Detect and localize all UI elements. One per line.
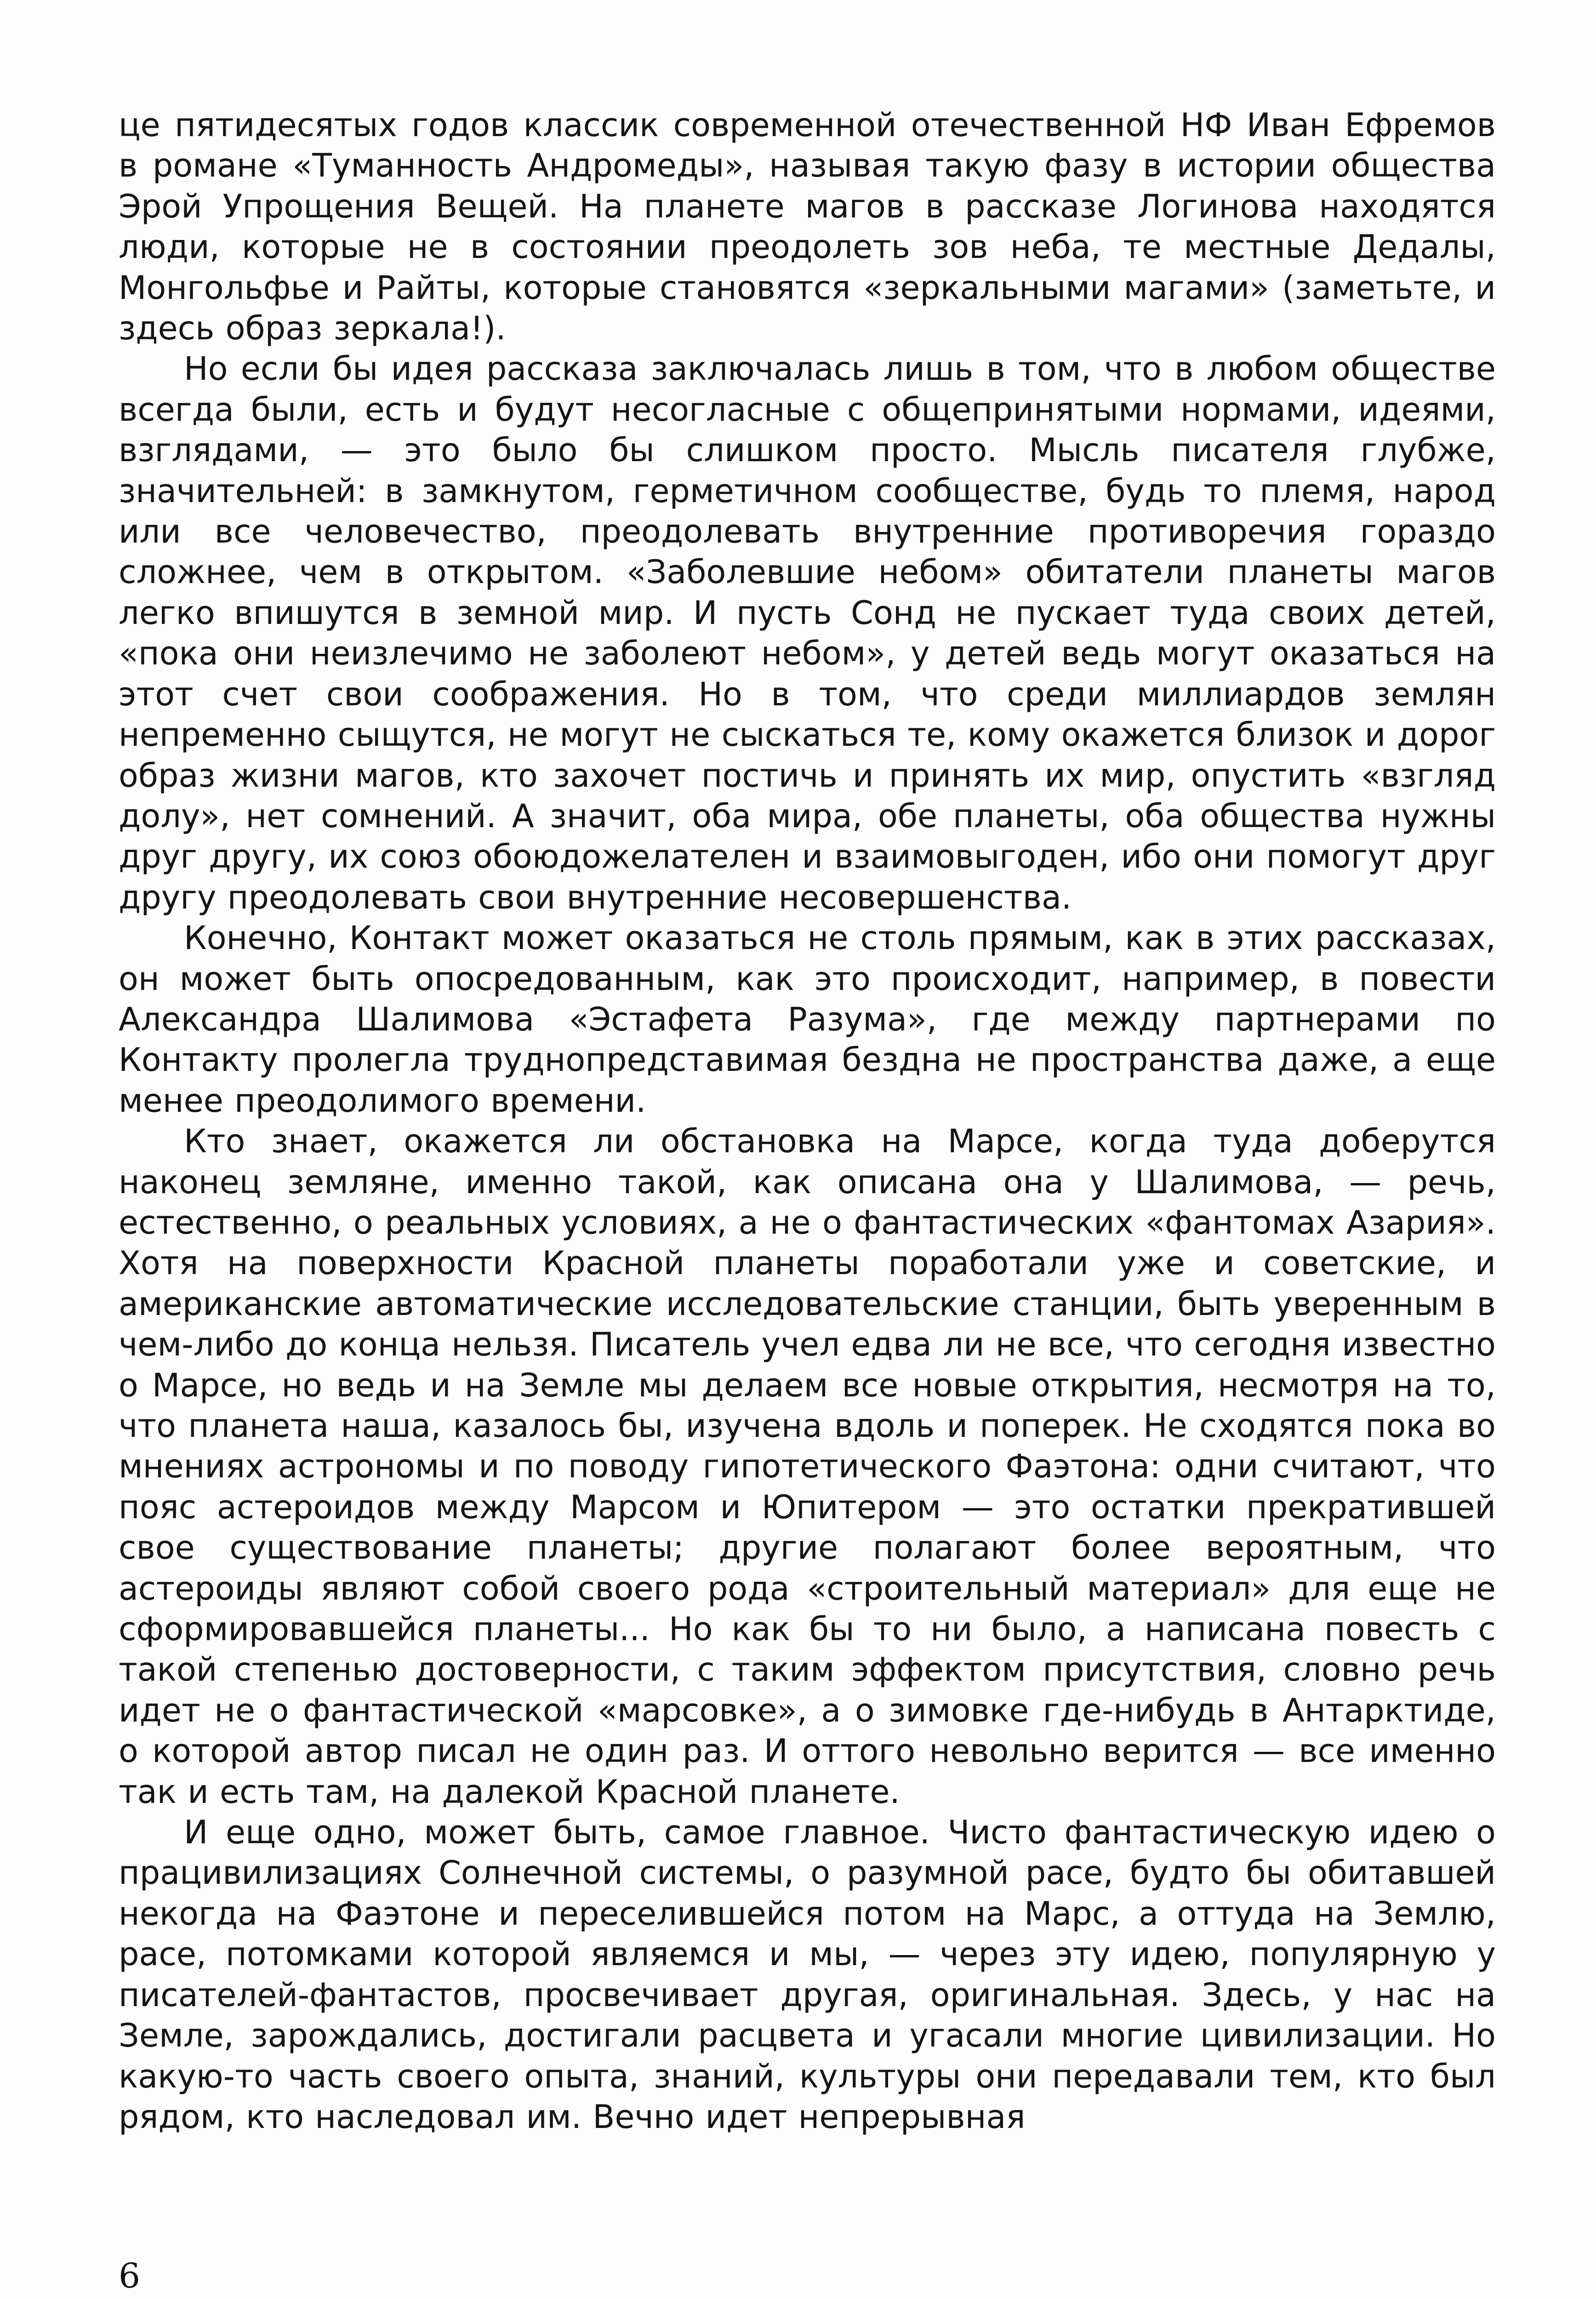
- paragraph: Но если бы идея рассказа заключалась лишь в том, что в любом обществе всегда были, есть и будут несогласные с общепринятыми нормами, идеями, взглядами, — это было бы слишком просто. Мысль писателя глубже, значительней: в замкнутом, герметичном сообществе, будь то племя, народ или все человечество, преодолевать внутренние противоречия гораздо сложнее, чем в открытом. «Заболевшие небом» обитатели планеты магов легко впишутся в земной мир. И пусть Сонд не пускает туда своих детей, «пока они неизлечимо не заболеют небом», у детей ведь могут оказаться на этот счет свои соображения. Но в том, что среди миллиардов землян непременно сыщутся, не могут не сыскаться те, кому окажется близок и дорог образ жизни магов, кто захочет постичь и принять их мир, опустить «взгляд долу», нет сомнений. А значит, оба мира, обе планеты, оба общества нужны друг другу, их союз обоюдожелателен и взаимовыгоден, ибо они помогут друг другу преодолевать свои внутренние несовершенства.: [119, 350, 1496, 916]
- page-number: 6: [119, 2256, 141, 2296]
- paragraph: Конечно, Контакт может оказаться не столь прямым, как в этих рассказах, он может быть опосредованным, как это происходит, например, в повести Александра Шалимова «Эстафета Разума», где между партнерами по Контакту пролегла труднопредставимая бездна не пространства даже, а еще менее преодолимого времени.: [119, 919, 1496, 1120]
- paragraph: Кто знает, окажется ли обстановка на Марсе, когда туда доберутся наконец земляне, именно такой, как описана она у Шалимова, — речь, естественно, о реальных условиях, а не о фантастических «фантомах Азария». Хотя на поверхности Красной планеты поработали уже и советские, и американские автоматические исследовательские станции, быть уверенным в чем-либо до конца нельзя. Писатель учел едва ли не все, что сегодня известно о Марсе, но ведь и на Земле мы делаем все новые открытия, несмотря на то, что планета наша, казалось бы, изучена вдоль и поперек. Не сходятся пока во мнениях астрономы и по поводу гипотетического Фаэтона: одни считают, что пояс астероидов между Марсом и Юпитером — это остатки прекратившей свое существование планеты; другие полагают более вероятным, что астероиды являют собой своего рода «строительный материал» для еще не сформировавшейся планеты... Но как бы то ни было, а написана повесть с такой степенью достоверности, с таким эффектом присутствия, словно речь идет не о фантастической «марсовке», а о зимовке где-нибудь в Антарктиде, о которой автор писал не один раз. И оттого невольно верится — все именно так и есть там, на далекой Красной планете.: [119, 1122, 1496, 1811]
- paragraph: це пятидесятых годов классик современной отечественной НФ Иван Ефремов в романе «Туманность Андромеды», называя такую фазу в истории общества Эрой Упрощения Вещей. На планете магов в рассказе Логинова находятся люди, которые не в состоянии преодолеть зов неба, те местные Дедалы, Монгольфье и Райты, которые становятся «зеркальными магами» (заметьте, и здесь образ зеркала!).: [119, 106, 1496, 348]
- body-text: [119, 105, 1496, 2137]
- paragraph: И еще одно, может быть, самое главное. Чисто фантастическую идею о працивилизациях Солнечной системы, о разумной расе, будто бы обитавшей некогда на Фаэтоне и переселившейся потом на Марс, а оттуда на Землю, расе, потомками которой являемся и мы, — через эту идею, популярную у писателей-фантастов, просвечивает другая, оригинальная. Здесь, у нас на Земле, зарождались, достигали расцвета и угасали многие цивилизации. Но какую-то часть своего опыта, знаний, культуры они передавали тем, кто был рядом, кто наследовал им. Вечно идет непрерывная: [119, 1813, 1496, 2136]
